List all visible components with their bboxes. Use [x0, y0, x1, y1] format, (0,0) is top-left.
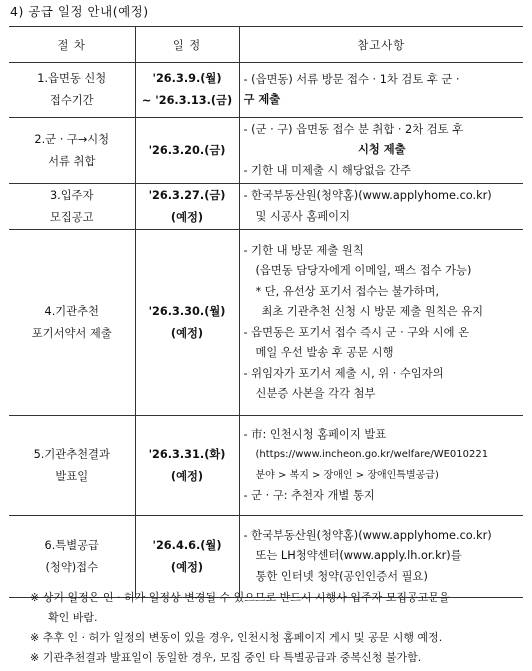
row6-date: '26.4.6.(월) (예정) [135, 516, 239, 598]
table-row [9, 184, 523, 230]
row1-notes: - (읍면동) 서류 방문 접수 · 1차 검토 후 군 · 구 제출 [239, 63, 523, 118]
row2-step: 2.군 · 구→시청 서류 취합 [9, 118, 135, 184]
row4-notes: - 기한 내 방문 제출 원칙 (읍면동 담당자에게 이메일, 팩스 접수 가능) * 단, 유선상 포기서 접수는 불가하며, 최초 기관추천 신청 시 방문 제출 원칙은 유지 - 읍면동은 포기서 접수 즉시 군 · 구와 시에 온 메일 우선 발송 후 공문 시행 - 위임자가 포기서 제출 시, 위 · 수임자의 신분증 사본을 각각 첨부 [239, 230, 523, 416]
footnotes [30, 588, 524, 668]
table-row [9, 118, 523, 184]
header-step: 절 차 [9, 27, 135, 63]
row5-notes: - 市: 인천시청 홈페이지 발표 (https://www.incheon.go.kr/welfare/WE010221 분야 > 복지 > 장애인 > 장애인특별공급) - 군 · 구: 추천자 개별 통지 [239, 416, 523, 516]
header-date: 일 정 [135, 27, 239, 63]
row4-date: '26.3.30.(월) (예정) [135, 230, 239, 416]
section-title: 4) 공급 일정 안내(예정) [10, 4, 149, 19]
table-row [9, 516, 523, 598]
row3-step: 3.입주자 모집공고 [9, 184, 135, 230]
table-row [9, 416, 523, 516]
table-row [9, 63, 523, 118]
row2-date: '26.3.20.(금) [135, 118, 239, 184]
footnote-1: ※ 상기 일정은 인 · 허가 일정상 변경될 수 있으므로 반드시 시행사 입주자 모집공고문을 [30, 591, 450, 604]
row6-notes: - 한국부동산원(청약홈)(www.applyhome.co.kr) 또는 LH청약센터(www.apply.lh.or.kr)를 통한 인터넷 청약(공인인증서 필요) [239, 516, 523, 598]
footnote-3: ※ 기관추천결과 발표일이 동일한 경우, 모집 중인 타 특별공급과 중복신청 불가함. [30, 651, 422, 664]
row3-date: '26.3.27.(금) (예정) [135, 184, 239, 230]
row6-step: 6.특별공급 (청약)접수 [9, 516, 135, 598]
row1-date: '26.3.9.(월) ~ '26.3.13.(금) [135, 63, 239, 118]
header-notes: 참고사항 [239, 27, 523, 63]
row5-date: '26.3.31.(화) (예정) [135, 416, 239, 516]
row4-step: 4.기관추천 포기서약서 제출 [9, 230, 135, 416]
row5-step: 5.기관추천결과 발표일 [9, 416, 135, 516]
row1-step: 1.읍면동 신청 접수기간 [9, 63, 135, 118]
table-row [9, 230, 523, 416]
schedule-table [9, 26, 523, 598]
footnote-1-cont: 확인 바람. [48, 611, 98, 624]
row3-notes: - 한국부동산원(청약홈)(www.applyhome.co.kr) 및 시공사 홈페이지 [239, 184, 523, 230]
row2-notes: - (군 · 구) 읍면동 접수 분 취합 · 2차 검토 후 시청 제출 - 기한 내 미제출 시 해당없음 간주 [239, 118, 523, 184]
table-header-row [9, 27, 523, 63]
footnote-2: ※ 추후 인 · 허가 일정의 변동이 있을 경우, 인천시청 홈페이지 게시 및 공문 시행 예정. [30, 631, 443, 644]
